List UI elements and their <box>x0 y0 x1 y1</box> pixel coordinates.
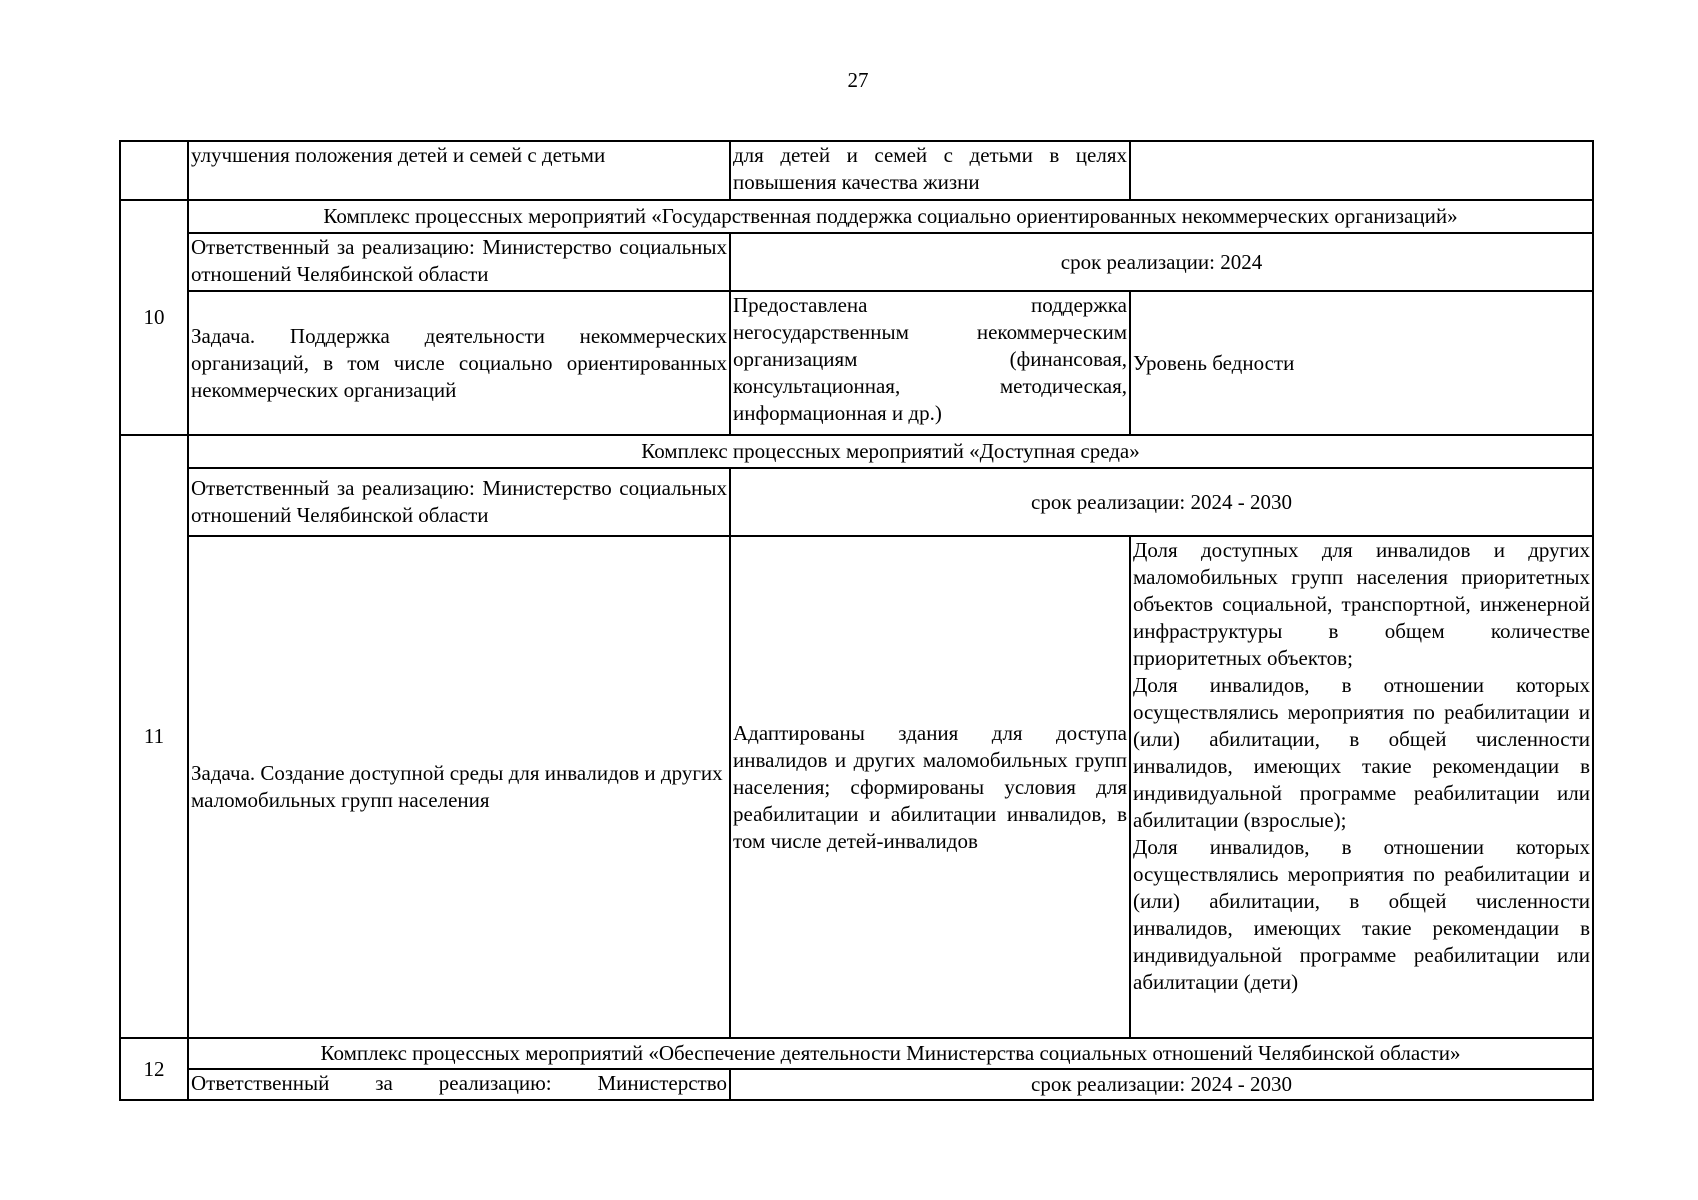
measures-table <box>119 140 1594 1101</box>
result-cell: для детей и семей с детьми в целях повышения качества жизни <box>730 141 1130 200</box>
result-11: Адаптированы здания для доступа инвалидов и других маломобильных групп населения; сформированы условия для реабилитации и абилитации инвалидов, в том числе детей-инвалидов <box>730 536 1130 1038</box>
table-row-complex-10 <box>120 200 1593 233</box>
row-number-10: 10 <box>120 200 188 435</box>
indicator-11-1: Доля доступных для инвалидов и других маломобильных групп населения приоритетных объектов социальной, транспортной, инженерной инфраструктуры в общем количестве приоритетных объектов; <box>1133 538 1590 670</box>
indicators-11 <box>1130 536 1593 1038</box>
row-number-12: 12 <box>120 1038 188 1100</box>
table-row-complex-12 <box>120 1038 1593 1069</box>
responsible-11: Ответственный за реализацию: Министерство социальных отношений Челябинской области <box>188 468 730 536</box>
complex-title-12: Комплекс процессных мероприятий «Обеспечение деятельности Министерства социальных отношений Челябинской области» <box>188 1038 1593 1069</box>
complex-title-11: Комплекс процессных мероприятий «Доступная среда» <box>188 435 1593 468</box>
responsible-10: Ответственный за реализацию: Министерство социальных отношений Челябинской области <box>188 233 730 291</box>
table-row-responsible-10 <box>120 233 1593 291</box>
task-cell: улучшения положения детей и семей с детьми <box>188 141 730 200</box>
page-number: 27 <box>847 68 869 92</box>
term-12: срок реализации: 2024 - 2030 <box>730 1069 1593 1100</box>
responsible-12: Ответственный за реализацию: Министерство <box>188 1069 730 1100</box>
table-row-task-10 <box>120 291 1593 435</box>
table-row-continuation <box>120 141 1593 200</box>
row-number-cell <box>120 141 188 200</box>
indicator-cell <box>1130 141 1593 200</box>
table-row-responsible-11 <box>120 468 1593 536</box>
table-row-complex-11 <box>120 435 1593 468</box>
complex-title-10: Комплекс процессных мероприятий «Государственная поддержка социально ориентированных некоммерческих организаций» <box>188 200 1593 233</box>
indicator-11-2: Доля инвалидов, в отношении которых осуществлялись мероприятия по реабилитации и (или) абилитации, в общей численности инвалидов, имеющих такие рекомендации в индивидуальной программе реабилитации или абилитации (взрослые); <box>1133 673 1590 832</box>
indicator-10: Уровень бедности <box>1130 291 1593 435</box>
task-10: Задача. Поддержка деятельности некоммерческих организаций, в том числе социально ориентированных некоммерческих организаций <box>188 291 730 435</box>
task-11: Задача. Создание доступной среды для инвалидов и других маломобильных групп населения <box>188 536 730 1038</box>
table-row-task-11 <box>120 536 1593 1038</box>
term-11: срок реализации: 2024 - 2030 <box>730 468 1593 536</box>
indicator-11-3: Доля инвалидов, в отношении которых осуществлялись мероприятия по реабилитации и (или) абилитации, в общей численности инвалидов, имеющих такие рекомендации в индивидуальной программе реабилитации или абилитации (дети) <box>1133 835 1590 994</box>
term-10: срок реализации: 2024 <box>730 233 1593 291</box>
table-row-responsible-12 <box>120 1069 1593 1100</box>
result-10: Предоставлена поддержка негосударственным некоммерческим организациям (финансовая, консультационная, методическая, информационная и др.) <box>730 291 1130 435</box>
row-number-11: 11 <box>120 435 188 1038</box>
